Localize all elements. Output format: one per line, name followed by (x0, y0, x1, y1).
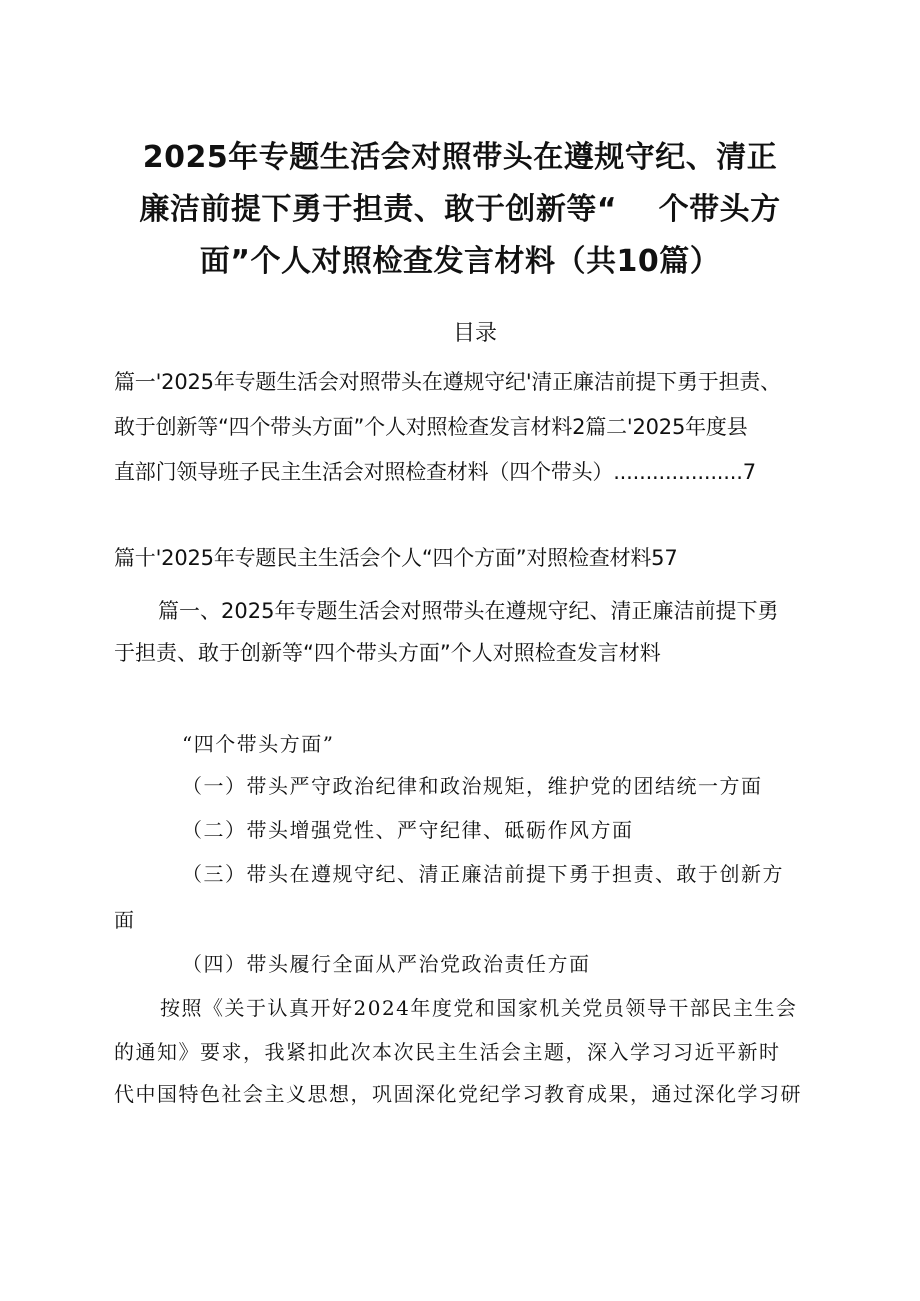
document-title (60, 132, 860, 288)
toc-line: 篇十'2025年专题民主生活会个人“四个方面”对照检查材料57 (114, 546, 678, 570)
toc-line: 篇一'2025年专题生活会对照带头在遵规守纪'清正廉洁前提下勇于担责、 (114, 370, 781, 394)
title-line: 廉洁前提下勇于担责、敢于创新等“ 个带头方 (139, 192, 781, 227)
paragraph-line: 面 (114, 908, 136, 932)
section-heading-line: 篇一、2025年专题生活会对照带头在遵规守纪、清正廉洁前提下勇 (158, 599, 779, 623)
paragraph-line: （三）带头在遵规守纪、清正廉洁前提下勇于担责、敢于创新方 (182, 862, 784, 886)
paragraph-line: （四）带头履行全面从严治党政治责任方面 (182, 952, 591, 976)
toc-line: 敢于创新等“四个带头方面”个人对照检查发言材料2篇二'2025年度县 (114, 415, 748, 439)
paragraph-line: （一）带头严守政治纪律和政治规矩，维护党的团结统一方面 (182, 774, 763, 798)
section-heading-line: 于担责、敢于创新等“四个带头方面”个人对照检查发言材料 (114, 641, 661, 665)
paragraph-line: 代中国特色社会主义思想，巩固深化党纪学习教育成果，通过深化学习研 (114, 1082, 802, 1106)
title-line: 2025年专题生活会对照带头在遵规守纪、清正 (142, 140, 778, 175)
toc-line: 直部门领导班子民主生活会对照检查材料（四个带头）....................7 (114, 460, 756, 484)
paragraph-line: “四个带头方面” (182, 732, 335, 756)
paragraph-line: （二）带头增强党性、严守纪律、砥砺作风方面 (182, 818, 634, 842)
title-line: 面”个人对照检查发言材料（共10篇） (199, 244, 721, 279)
toc-heading: 目录 (452, 321, 497, 346)
paragraph-line: 的通知》要求，我紧扣此次本次民主生活会主题，深入学习习近平新时 (114, 1040, 781, 1064)
section-heading (114, 590, 834, 674)
paragraph-line: 按照《关于认真开好2024年度党和国家机关党员领导干部民主生会 (160, 996, 798, 1020)
